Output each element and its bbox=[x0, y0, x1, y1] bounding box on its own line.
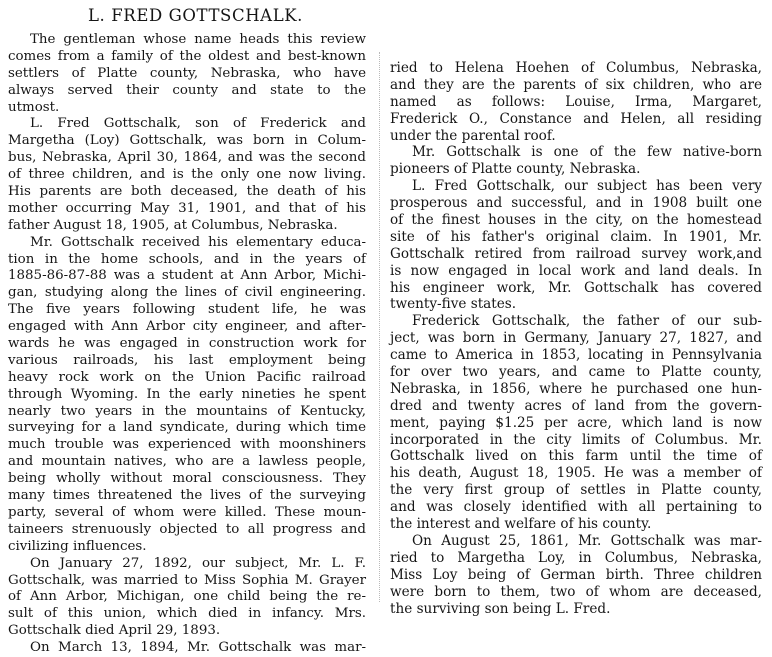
text-line: Gottschalk, was married to Miss Sophia M. Grayer bbox=[8, 572, 366, 588]
column-divider bbox=[379, 52, 381, 602]
text-line: and mountain natives, who are a lawless people, bbox=[8, 454, 366, 470]
text-line: comes from a family of the oldest and best-known bbox=[8, 48, 366, 64]
text-line: his death, August 18, 1905. He was a member of bbox=[390, 465, 762, 482]
right-column bbox=[390, 60, 762, 617]
text-line: Gottschalk retired from railroad survey work,and bbox=[390, 245, 762, 262]
text-line: Frederick O., Constance and Helen, all residing bbox=[390, 110, 762, 127]
text-line: site of his father's original claim. In 1901, Mr. bbox=[390, 228, 762, 245]
text-line: tion in the home schools, and in the years of bbox=[8, 251, 366, 267]
text-line: gan, studying along the lines of civil engineering. bbox=[8, 285, 366, 301]
text-line: of the finest houses in the city, on the homestead bbox=[390, 212, 762, 229]
text-line: On August 25, 1861, Mr. Gottschalk was mar- bbox=[412, 532, 762, 549]
text-line: under the parental roof. bbox=[390, 127, 556, 144]
text-line: incorporated in the city limits of Columbus. Mr. bbox=[390, 431, 762, 448]
text-line: taineers strenuously objected to all progress and bbox=[8, 521, 366, 537]
text-line: many times threatened the lives of the surveying bbox=[8, 488, 366, 504]
text-line: always served their county and state to the bbox=[8, 82, 366, 98]
text-line: named as follows: Louise, Irma, Margaret, bbox=[390, 93, 762, 110]
text-line: through Wyoming. In the early nineties he spent bbox=[8, 386, 366, 402]
text-line: surveying for a land syndicate, during which time bbox=[8, 420, 366, 436]
text-line: Gottschalk lived on this farm until the time of bbox=[390, 448, 762, 465]
text-line: for over two years, and came to Platte county, bbox=[390, 364, 762, 381]
text-line: his engineer work, Mr. Gottschalk has covered bbox=[390, 279, 762, 296]
text-line: Margetha (Loy) Gottschalk, was born in Colum- bbox=[8, 133, 366, 149]
text-line: engaged with Ann Arbor city engineer, and after- bbox=[8, 319, 366, 335]
text-line: is now engaged in local work and land deals. In bbox=[390, 262, 762, 279]
text-line: L. Fred Gottschalk, our subject has been very bbox=[412, 178, 762, 195]
left-column bbox=[8, 32, 366, 657]
text-line: the surviving son being L. Fred. bbox=[390, 600, 611, 617]
text-line: the very first group of settles in Platte county, bbox=[390, 482, 762, 499]
text-line: party, several of whom were killed. These moun- bbox=[8, 504, 366, 520]
text-line: Mr. Gottschalk received his elementary educa- bbox=[30, 234, 366, 250]
text-line: pioneers of Platte county, Nebraska. bbox=[390, 161, 641, 178]
text-line: much trouble was experienced with moonshiners bbox=[8, 437, 366, 453]
text-line: and was closely identified with all pertaining to bbox=[390, 499, 762, 516]
text-line: the interest and welfare of his county. bbox=[390, 516, 652, 533]
text-line: L. Fred Gottschalk, son of Frederick and bbox=[30, 116, 366, 132]
text-line: ried to Margetha Loy, in Columbus, Nebraska, bbox=[390, 549, 762, 566]
article-title: L. FRED GOTTSCHALK. bbox=[88, 6, 304, 25]
text-line: Gottschalk died April 29, 1893. bbox=[8, 623, 221, 639]
text-line: ried to Helena Hoehen of Columbus, Nebraska, bbox=[390, 60, 762, 76]
text-line: came to America in 1853, locating in Pennsylvania bbox=[390, 347, 762, 364]
text-line: Frederick Gottschalk, the father of our sub- bbox=[412, 313, 762, 330]
text-line: prosperous and successful, and in 1908 built one bbox=[390, 195, 762, 212]
text-line: The gentleman whose name heads this review bbox=[30, 32, 366, 47]
text-line: and they are the parents of six children, who are bbox=[390, 76, 762, 93]
text-line: ment, paying $1.25 per acre, which land is now bbox=[390, 414, 762, 431]
text-line: were born to them, two of whom are deceased, bbox=[390, 583, 762, 600]
text-line: father August 18, 1905, at Columbus, Nebraska. bbox=[8, 217, 338, 233]
text-line: utmost. bbox=[8, 99, 60, 115]
text-line: of Ann Arbor, Michigan, one child being the re- bbox=[8, 589, 366, 605]
text-line: Nebraska, in 1856, where he purchased one hun- bbox=[390, 380, 762, 397]
text-line: settlers of Platte county, Nebraska, who have bbox=[8, 65, 366, 81]
text-line: various railroads, his last employment being bbox=[8, 352, 366, 368]
text-line: heavy rock work on the Union Pacific railroad bbox=[8, 369, 366, 385]
text-line: ject, was born in Germany, January 27, 1827, and bbox=[390, 330, 762, 347]
text-line: Miss Loy being of German birth. Three children bbox=[390, 566, 762, 583]
text-line: On January 27, 1892, our subject, Mr. L. F. bbox=[30, 555, 366, 571]
text-line: bus, Nebraska, April 30, 1864, and was the second bbox=[8, 150, 366, 166]
text-line: Mr. Gottschalk is one of the few native-born bbox=[412, 144, 762, 161]
text-line: His parents are both deceased, the death of his bbox=[8, 184, 366, 200]
text-line: sult of this union, which died in infancy. Mrs. bbox=[8, 606, 366, 622]
text-line: being wholly without moral consciousness. They bbox=[8, 471, 366, 487]
text-line: of three children, and is the only one now living. bbox=[8, 167, 366, 183]
text-line: The five years following student life, he was bbox=[8, 302, 366, 318]
text-line: wards he was engaged in construction work for bbox=[8, 336, 366, 352]
text-line: nearly two years in the mountains of Kentucky, bbox=[8, 403, 366, 419]
text-line: twenty-five states. bbox=[390, 296, 517, 313]
text-line: 1885-86-87-88 was a student at Ann Arbor, Michi- bbox=[8, 268, 366, 284]
text-line: mother occurring May 31, 1901, and that of his bbox=[8, 200, 366, 216]
text-line: dred and twenty acres of land from the govern- bbox=[390, 397, 762, 414]
text-line: On March 13, 1894, Mr. Gottschalk was mar- bbox=[30, 640, 366, 656]
text-line: civilizing influences. bbox=[8, 538, 147, 554]
